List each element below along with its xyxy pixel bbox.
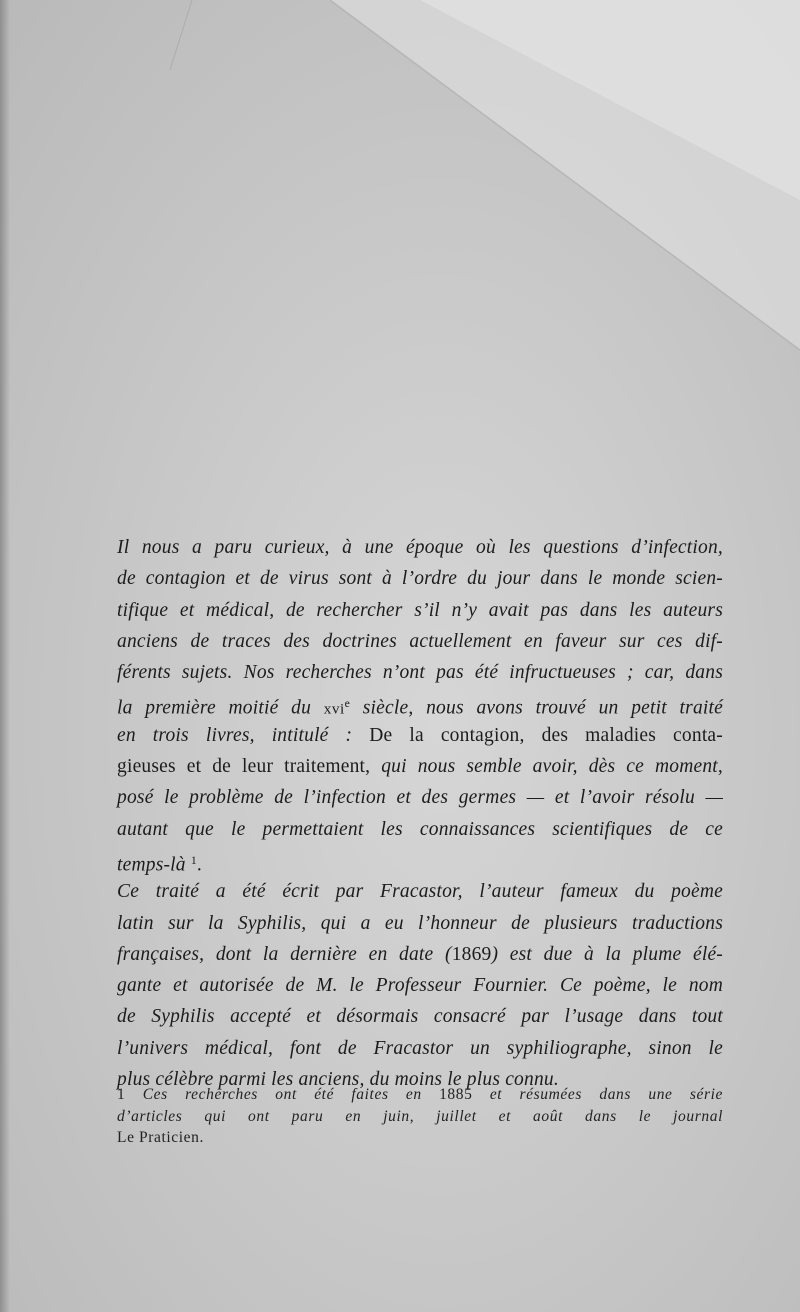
century-numeral: xvi xyxy=(323,700,345,718)
text-span: temps-là xyxy=(117,854,186,876)
text-span: autant que le permettaient les connaissances scientifiques de ce xyxy=(117,818,723,840)
footnote xyxy=(117,1084,723,1149)
text-line xyxy=(117,563,723,594)
text-span: la première moitié du xyxy=(117,697,324,719)
text-span: Ce traité a été écrit par Fracastor, l’auteur fameux du poème xyxy=(117,881,723,903)
text-span: posé le problème de l’infection et des germes — et l’avoir résolu — xyxy=(117,787,723,809)
text-span: . xyxy=(196,854,202,876)
text-line xyxy=(117,1001,723,1032)
text-span: en trois livres, intitulé : xyxy=(117,724,370,746)
text-span: anciens de traces des doctrines actuellement en faveur sur ces dif- xyxy=(117,630,723,652)
text-span: françaises, dont la dernière en date ( xyxy=(117,943,452,965)
text-line xyxy=(117,1033,723,1064)
text-span: tifique et médical, de rechercher s’il n’y avait pas dans les auteurs xyxy=(117,599,723,621)
text-line xyxy=(117,908,723,939)
text-line xyxy=(117,814,723,845)
journal-name: Le Praticien. xyxy=(117,1129,204,1146)
text-line xyxy=(117,688,723,719)
text-span: Ces recherches ont été faites en xyxy=(142,1086,440,1103)
page-left-edge-shadow xyxy=(0,0,10,1312)
footnote-line xyxy=(117,1106,723,1128)
text-span: de Syphilis accepté et désormais consacré par l’usage dans tout xyxy=(117,1006,723,1028)
text-line xyxy=(117,845,723,876)
text-span: d’articles qui ont paru en juin, juillet et août dans le journal xyxy=(117,1107,723,1125)
text-span: siècle, nous avons trouvé un petit traité xyxy=(350,697,723,719)
text-span: et résumées dans une série xyxy=(472,1086,723,1103)
text-line xyxy=(117,751,723,782)
text-span: l’univers médical, font de Fracastor un syphiliographe, sinon le xyxy=(117,1037,723,1059)
text-span: latin sur la Syphilis, qui a eu l’honneur de plusieurs traductions xyxy=(117,912,723,934)
year: 1885 xyxy=(439,1086,473,1103)
text-line xyxy=(117,782,723,813)
text-span: plus célèbre parmi les anciens, du moins le plus connu. xyxy=(117,1069,559,1091)
footnote-number: 1 xyxy=(117,1086,126,1103)
text-line xyxy=(117,532,723,563)
text-span: Il nous a paru curieux, à une époque où les questions d’infection, xyxy=(117,537,723,558)
text-line xyxy=(117,626,723,657)
body-text xyxy=(117,532,723,1095)
text-line xyxy=(117,595,723,626)
treatise-title: De la contagion, des maladies conta- xyxy=(369,724,723,746)
text-line xyxy=(117,876,723,907)
text-line xyxy=(117,657,723,688)
text-span: ) est due à la plume élé- xyxy=(491,943,724,965)
text-span: qui nous semble avoir, dès ce moment, xyxy=(381,756,723,778)
text-span: de contagion et de virus sont à l’ordre du jour dans le monde scien- xyxy=(117,568,723,590)
year: 1869 xyxy=(451,943,492,965)
footnote-reference: 1 xyxy=(190,853,197,867)
footnote-line xyxy=(117,1127,723,1149)
text-span: férents sujets. Nos recherches n’ont pas été infructueuses ; car, dans xyxy=(117,662,723,684)
text-span: gante et autorisée de M. le Professeur Fournier. Ce poème, le nom xyxy=(117,975,723,997)
text-line xyxy=(117,939,723,970)
text-line xyxy=(117,720,723,751)
footnote-line xyxy=(117,1084,723,1106)
text-line xyxy=(117,970,723,1001)
century-superscript: e xyxy=(344,697,351,711)
treatise-title: gieuses et de leur traitement, xyxy=(117,756,382,778)
